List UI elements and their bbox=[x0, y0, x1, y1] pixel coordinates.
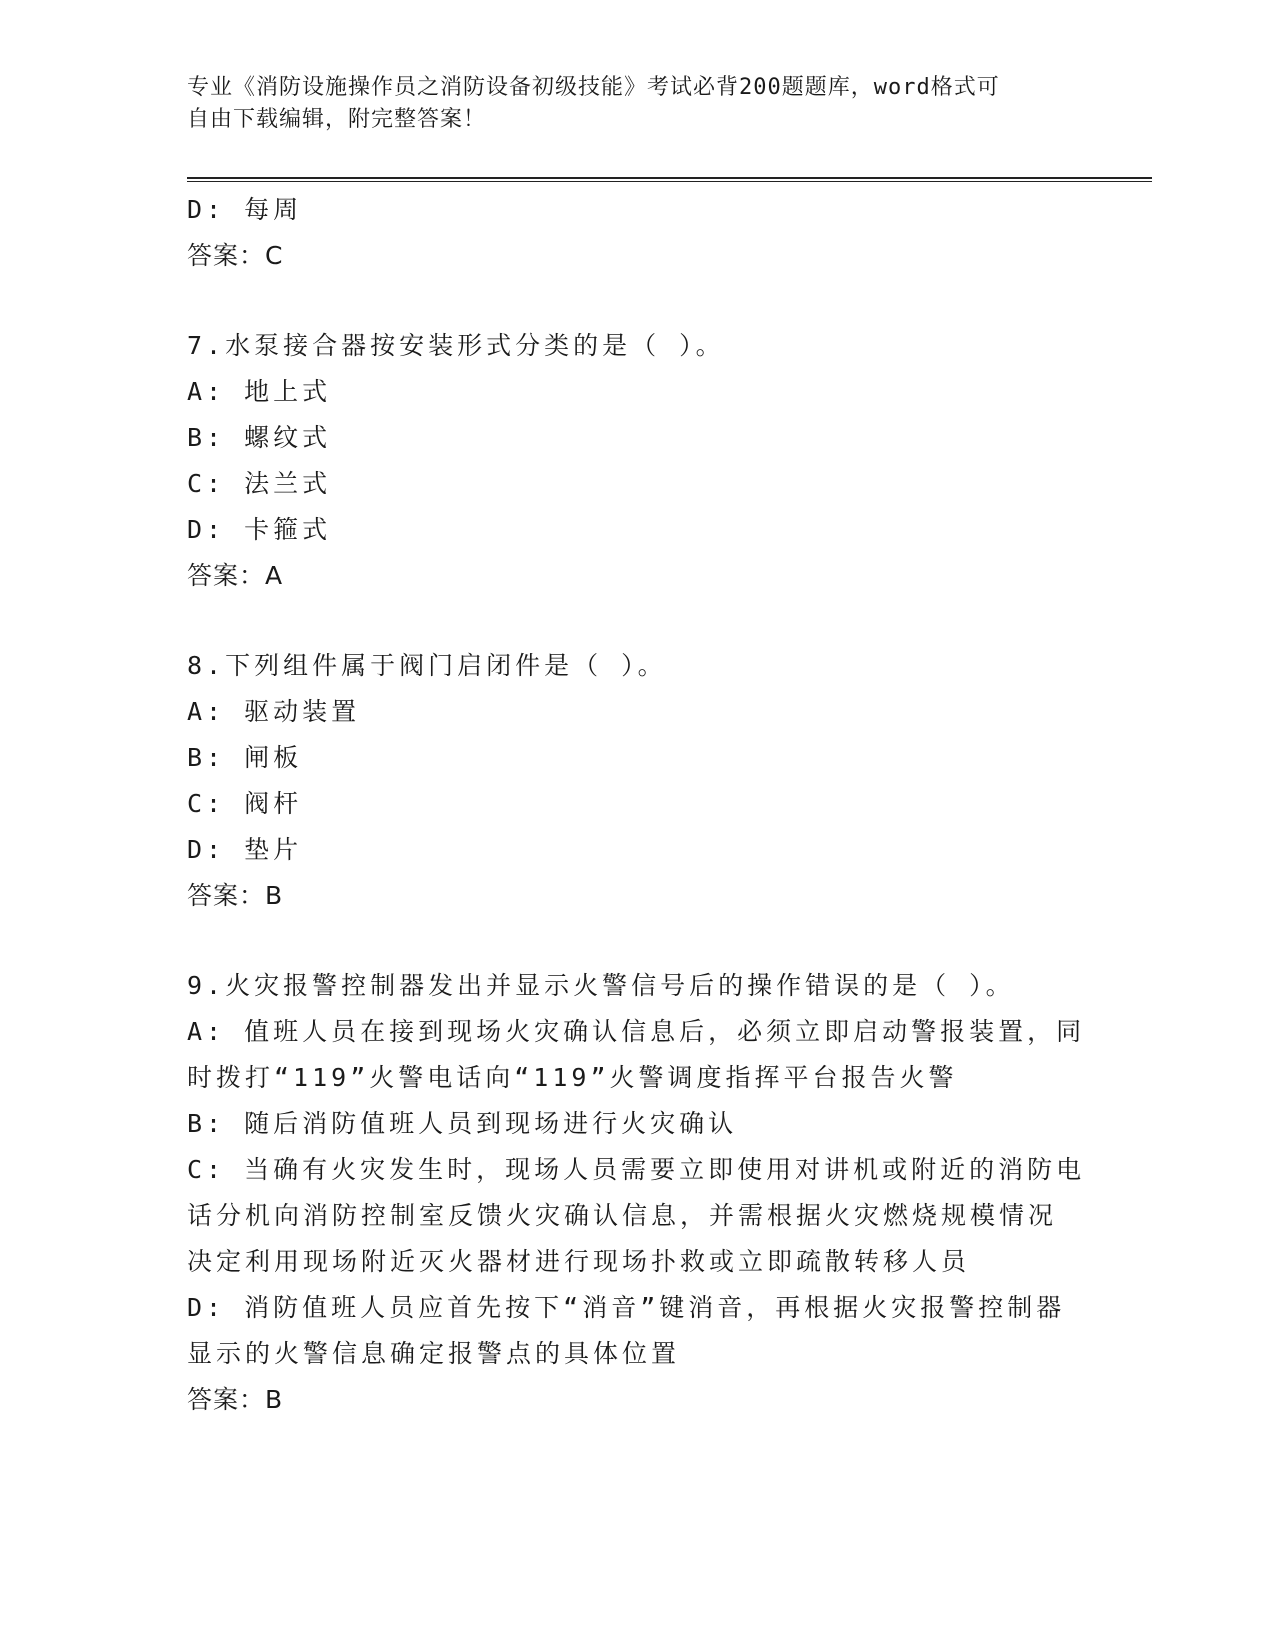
option-c-line-3: 决定利用现场附近灭火器材进行现场扑救或立即疏散转移人员 bbox=[187, 1247, 971, 1276]
option-d: D: 卡箍式 bbox=[187, 515, 332, 544]
answer: 答案：A bbox=[187, 561, 284, 590]
option-b: B: 闸板 bbox=[187, 743, 303, 772]
answer: 答案：B bbox=[187, 1385, 284, 1414]
header-divider bbox=[187, 177, 1152, 182]
spacer bbox=[187, 599, 1087, 643]
document-header bbox=[187, 72, 1067, 136]
question-9 bbox=[187, 963, 1087, 1423]
question-stem: 7.水泵接合器按安装形式分类的是（ ）。 bbox=[187, 331, 725, 360]
option-b: B: 螺纹式 bbox=[187, 423, 332, 452]
option-c-line-1: C: 当确有火灾发生时，现场人员需要立即使用对讲机或附近的消防电 bbox=[187, 1155, 1086, 1184]
spacer bbox=[187, 919, 1087, 963]
question-stem: 8.下列组件属于阀门启闭件是（ ）。 bbox=[187, 651, 667, 680]
answer: 答案：B bbox=[187, 881, 284, 910]
option-c: C: 阀杆 bbox=[187, 789, 303, 818]
option-d: D: 垫片 bbox=[187, 835, 303, 864]
header-title-line-2: 自由下载编辑，附完整答案！ bbox=[187, 107, 487, 132]
question-6-tail bbox=[187, 187, 1087, 279]
header-title-line-1: 专业《消防设施操作员之消防设备初级技能》考试必背200题题库，word格式可 bbox=[187, 75, 1000, 100]
option-a: A: 地上式 bbox=[187, 377, 332, 406]
option-d: D: 每周 bbox=[187, 195, 303, 224]
question-list bbox=[187, 187, 1087, 1423]
question-stem: 9.火灾报警控制器发出并显示火警信号后的操作错误的是（ ）。 bbox=[187, 971, 1015, 1000]
question-7 bbox=[187, 323, 1087, 599]
answer: 答案：C bbox=[187, 241, 284, 270]
option-a-line-2: 时拨打“119”火警电话向“119”火警调度指挥平台报告火警 bbox=[187, 1063, 958, 1092]
spacer bbox=[187, 279, 1087, 323]
option-d-line-1: D: 消防值班人员应首先按下“消音”键消音，再根据火灾报警控制器 bbox=[187, 1293, 1066, 1322]
question-8 bbox=[187, 643, 1087, 919]
option-c: C: 法兰式 bbox=[187, 469, 332, 498]
option-b: B: 随后消防值班人员到现场进行火灾确认 bbox=[187, 1109, 738, 1138]
option-c-line-2: 话分机向消防控制室反馈火灾确认信息，并需根据火灾燃烧规模情况 bbox=[187, 1201, 1058, 1230]
option-a-line-1: A: 值班人员在接到现场火灾确认信息后，必须立即启动警报装置，同 bbox=[187, 1017, 1086, 1046]
option-d-line-2: 显示的火警信息确定报警点的具体位置 bbox=[187, 1339, 681, 1368]
option-a: A: 驱动装置 bbox=[187, 697, 361, 726]
